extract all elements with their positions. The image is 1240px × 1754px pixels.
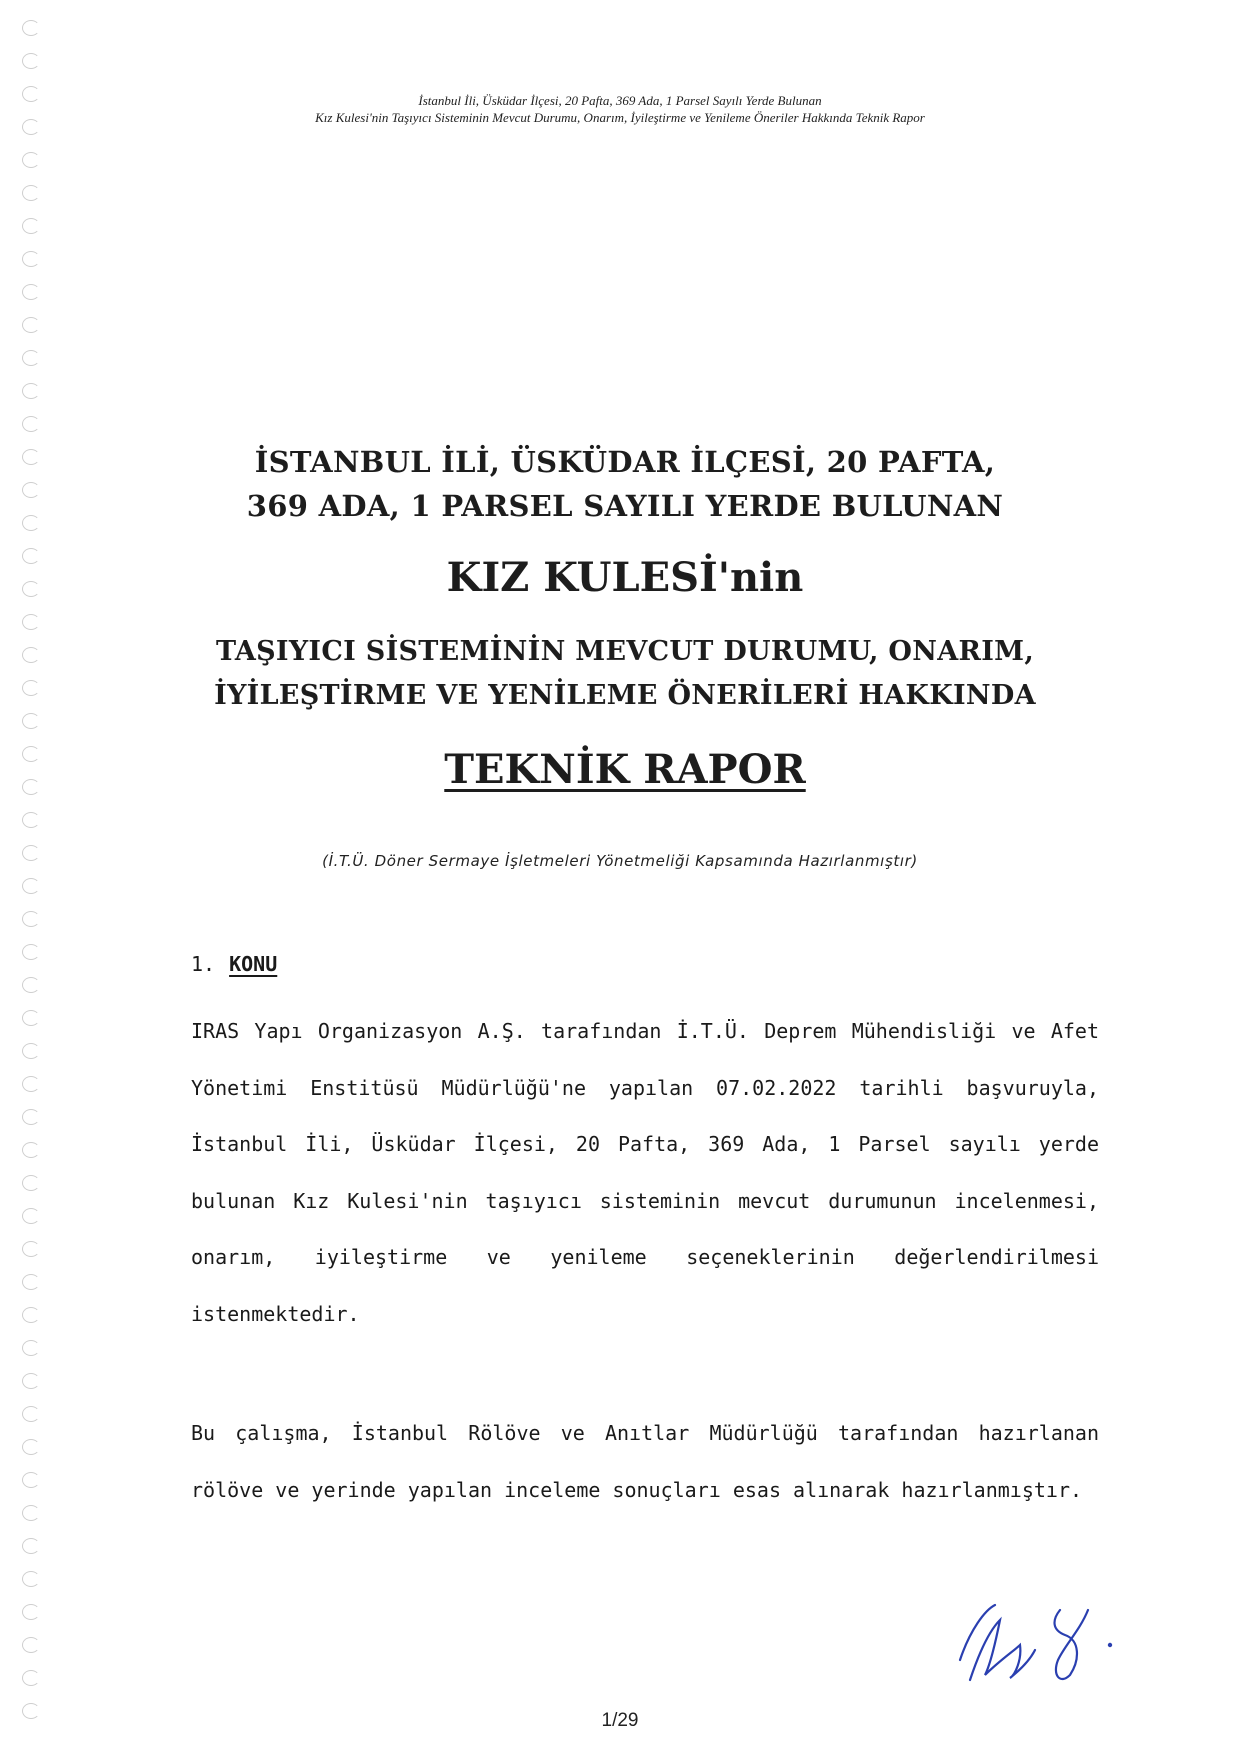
binding-hole <box>22 1274 40 1290</box>
binding-hole <box>22 1142 40 1158</box>
binding-hole <box>22 515 40 531</box>
signature-stroke <box>1055 1610 1088 1679</box>
binding-hole <box>22 614 40 630</box>
binding-hole <box>22 218 40 234</box>
body-paragraph-1 <box>191 1003 1099 1342</box>
binding-hole <box>22 1043 40 1059</box>
binding-hole <box>22 1604 40 1620</box>
title-location <box>190 440 1060 528</box>
title-scope <box>190 630 1060 718</box>
binding-hole <box>22 251 40 267</box>
binding-hole <box>22 284 40 300</box>
subtitle: (İ.T.Ü. Döner Sermaye İşletmeleri Yönetmeliği Kapsamında Hazırlanmıştır) <box>322 852 918 870</box>
binding-hole <box>22 1175 40 1191</box>
binding-hole <box>22 383 40 399</box>
binding-hole <box>22 977 40 993</box>
section-number: 1. <box>191 952 216 976</box>
binding-hole <box>22 449 40 465</box>
binding-hole <box>22 1373 40 1389</box>
binding-hole <box>22 1076 40 1092</box>
running-header <box>0 92 1240 126</box>
paragraph-text: Bu çalışma, İstanbul Rölöve ve Anıtlar Müdürlüğü tarafından hazırlanan rölöve ve yerinde yapılan inceleme sonuçları esas alınarak hazırlanmıştır. <box>191 1421 1099 1502</box>
binding-hole <box>22 1538 40 1554</box>
binding-hole <box>22 746 40 762</box>
title-report-text: TEKNİK RAPOR <box>444 746 806 793</box>
binding-holes <box>14 20 54 1740</box>
binding-hole <box>22 1109 40 1125</box>
page-number: 1/29 <box>601 1710 639 1731</box>
binding-hole <box>22 581 40 597</box>
title-line-3: TAŞIYICI SİSTEMİNİN MEVCUT DURUMU, ONARIM, <box>215 636 1035 667</box>
binding-hole <box>22 680 40 696</box>
binding-hole <box>22 1670 40 1686</box>
binding-hole <box>22 1637 40 1653</box>
title-report <box>190 745 1060 795</box>
binding-hole <box>22 812 40 828</box>
title-line-2: 369 ADA, 1 PARSEL SAYILI YERDE BULUNAN <box>246 489 1004 523</box>
binding-hole <box>22 1010 40 1026</box>
title-line-1: İSTANBUL İLİ, ÜSKÜDAR İLÇESİ, 20 PAFTA, <box>254 445 996 479</box>
binding-hole <box>22 647 40 663</box>
binding-hole <box>22 1241 40 1257</box>
binding-hole <box>22 53 40 69</box>
title-main: KIZ KULESİ'nin <box>446 554 804 601</box>
section-title: KONU <box>229 952 278 976</box>
binding-hole <box>22 1307 40 1323</box>
binding-hole <box>22 20 40 36</box>
binding-hole <box>22 482 40 498</box>
signature <box>940 1590 1140 1690</box>
binding-hole <box>22 713 40 729</box>
binding-hole <box>22 779 40 795</box>
signature-dot <box>1108 1643 1112 1647</box>
binding-hole <box>22 911 40 927</box>
binding-hole <box>22 878 40 894</box>
signature-stroke <box>960 1605 1035 1680</box>
binding-hole <box>22 1406 40 1422</box>
binding-hole <box>22 350 40 366</box>
binding-hole <box>22 1472 40 1488</box>
binding-hole <box>22 317 40 333</box>
section-heading <box>191 952 277 976</box>
running-header-line-2: Kız Kulesi'nin Taşıyıcı Sisteminin Mevcut Durumu, Onarım, İyileştirme ve Yenileme Öneriler Hakkında Teknik Rapor <box>315 110 925 125</box>
binding-hole <box>22 185 40 201</box>
binding-hole <box>22 152 40 168</box>
body-paragraph-2 <box>191 1405 1099 1518</box>
binding-hole <box>22 1340 40 1356</box>
binding-hole <box>22 1571 40 1587</box>
binding-hole <box>22 548 40 564</box>
binding-hole <box>22 1208 40 1224</box>
running-header-line-1: İstanbul İli, Üsküdar İlçesi, 20 Pafta, 369 Ada, 1 Parsel Sayılı Yerde Bulunan <box>418 93 822 108</box>
binding-hole <box>22 944 40 960</box>
binding-hole <box>22 1505 40 1521</box>
title-line-4: İYİLEŞTİRME VE YENİLEME ÖNERİLERİ HAKKINDA <box>214 680 1036 711</box>
binding-hole <box>22 1439 40 1455</box>
binding-hole <box>22 416 40 432</box>
paragraph-text: IRAS Yapı Organizasyon A.Ş. tarafından İ.T.Ü. Deprem Mühendisliği ve Afet Yönetimi Enstitüsü Müdürlüğü'ne yapılan 07.02.2022 tarihli başvuruyla, İstanbul İli, Üsküdar İlçesi, 20 Pafta, 369 Ada, 1 Parsel sayılı yerde bulunan Kız Kulesi'nin taşıyıcı sisteminin mevcut durumunun incelenmesi, onarım, iyileştirme ve yenileme seçeneklerinin değerlendirilmesi istenmektedir. <box>191 1019 1099 1326</box>
